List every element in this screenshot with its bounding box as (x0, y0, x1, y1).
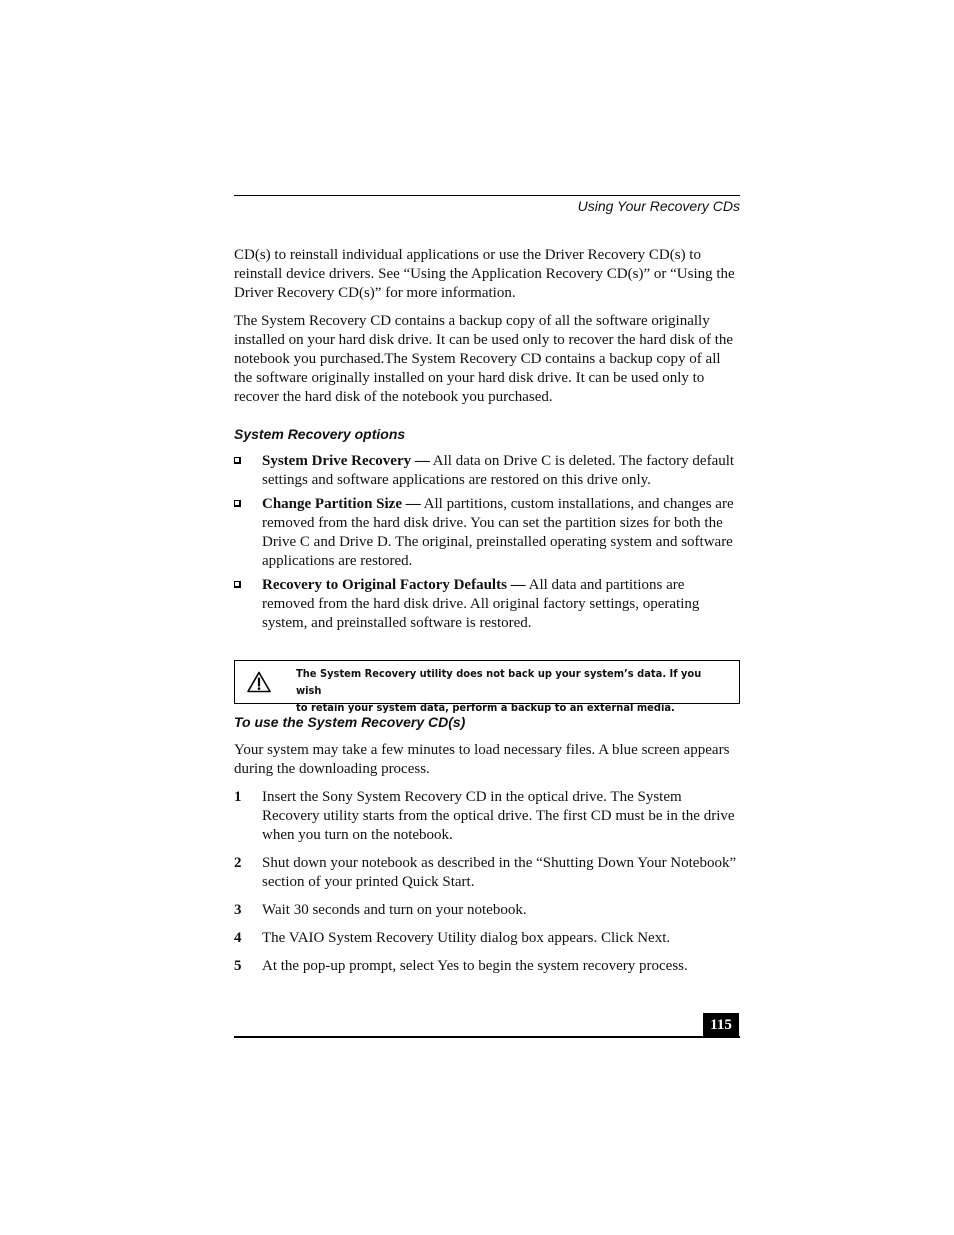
step-text: Shut down your notebook as described in the “Shutting Down Your Notebook” section of your printed Quick Start. (262, 855, 737, 890)
step-number: 4 (234, 930, 242, 946)
paragraph: CD(s) to reinstall individual applications or use the Driver Recovery CD(s) to reinstall device drivers. See “Using the Application Recovery CD(s)” or “Using the Driver Recovery CD(s)” for more information. (234, 247, 735, 301)
list-item (234, 495, 740, 571)
list-item (234, 957, 740, 976)
warning-note-line: The System Recovery utility does not back up your system’s data. If you wish (296, 667, 702, 697)
paragraph: The System Recovery CD contains a backup copy of all the software originally installed on your hard disk drive. It can be used only to recover the hard disk of the notebook you purchased.The System Recovery CD contains a backup copy of all the software originally installed on your hard disk drive. It can be used only to recover the hard disk of the notebook you purchased. (234, 313, 734, 405)
step-number: 5 (234, 958, 242, 974)
checkbox-bullet-icon (234, 500, 241, 507)
option-description: All data on Drive C is deleted. The factory default settings and software applications are restored on this drive only. (262, 453, 735, 488)
step-text: Wait 30 seconds and turn on your notebook. (262, 902, 527, 918)
warning-note-line: to retain your system data, perform a backup to an external media. (296, 701, 675, 714)
step-text: Insert the Sony System Recovery CD in the optical drive. The System Recovery utility starts from the optical drive. The first CD must be in the drive when you turn on the notebook. (262, 789, 735, 843)
step-number: 2 (234, 855, 242, 871)
option-term: System Drive Recovery — (262, 453, 430, 469)
option-description: All data and partitions are removed from the hard disk drive. All original factory settings, operating system, and preinstalled software is restored. (262, 577, 700, 631)
step-number: 3 (234, 902, 242, 918)
option-term: Recovery to Original Factory Defaults — (262, 577, 526, 593)
list-item (234, 576, 740, 633)
list-item (234, 788, 740, 845)
step-text: At the pop-up prompt, select Yes to begin the system recovery process. (262, 958, 688, 974)
warning-icon (247, 671, 271, 693)
option-term: Change Partition Size — (262, 496, 421, 512)
warning-note-text (296, 665, 728, 716)
warning-note (234, 660, 740, 714)
list-item (234, 901, 740, 920)
list-item (234, 452, 740, 490)
page-body (234, 246, 740, 985)
section-heading-use: To use the System Recovery CD(s) (234, 714, 466, 730)
footer-rule (234, 1036, 740, 1038)
list-item (234, 929, 740, 948)
checkbox-bullet-icon (234, 457, 241, 464)
options-list (234, 452, 740, 633)
option-description: All partitions, custom installations, and changes are removed from the hard disk drive. You can set the partition sizes for both the Drive C and Drive D. The original, preinstalled operating system and software applications are restored. (262, 496, 734, 569)
page-number: 115 (703, 1013, 739, 1037)
step-text: The VAIO System Recovery Utility dialog box appears. Click Next. (262, 930, 671, 946)
header-rule (234, 195, 740, 196)
checkbox-bullet-icon (234, 581, 241, 588)
running-header: Using Your Recovery CDs (577, 198, 740, 214)
paragraph: Your system may take a few minutes to load necessary files. A blue screen appears during the downloading process. (234, 742, 730, 777)
step-number: 1 (234, 789, 242, 805)
list-item (234, 854, 740, 892)
section-heading-options: System Recovery options (234, 426, 406, 442)
steps-list (234, 788, 740, 976)
